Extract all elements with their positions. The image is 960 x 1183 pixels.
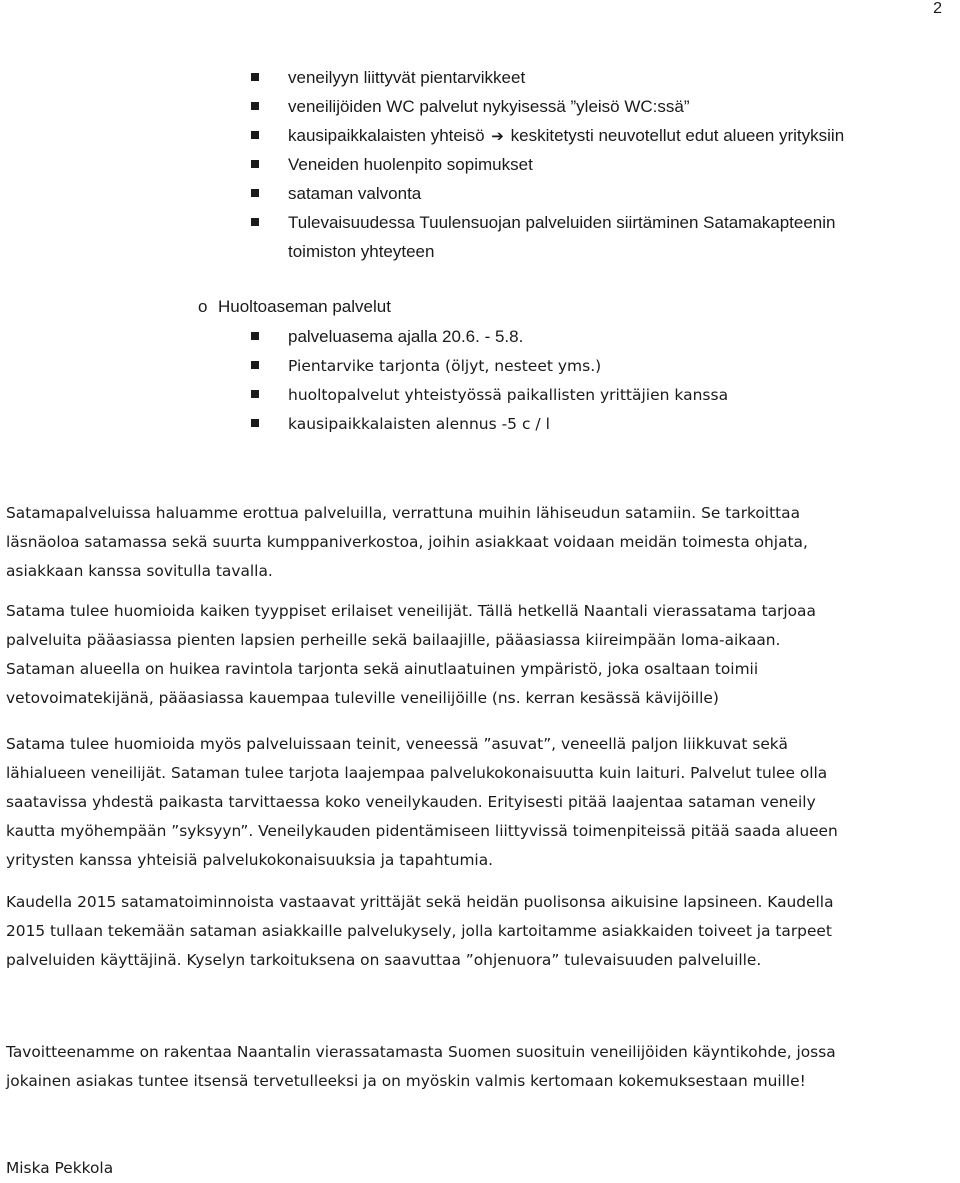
list-item-text: sataman valvonta [288, 184, 422, 203]
paragraph [6, 499, 956, 586]
square-bullet-icon [251, 160, 259, 168]
paragraph-line: Satama tulee huomioida myös palveluissaan teinit, veneessä ”asuvat”, veneellä paljon liikkuvat sekä [6, 735, 788, 753]
paragraph-line: Satamapalveluissa haluamme erottua palveluilla, verrattuna muihin lähiseudun satamiin. Se tarkoittaa [6, 504, 801, 522]
list-item [288, 151, 533, 179]
square-bullet-icon [251, 419, 259, 427]
list-item-text: Pientarvike tarjonta (öljyt, nesteet yms.) [288, 357, 602, 375]
list-item-text: veneilijöiden WC palvelut nykyisessä ”yleisö WC:ssä” [288, 97, 690, 116]
list-item-text: huoltopalvelut yhteistyössä paikallisten yrittäjien kanssa [288, 386, 729, 404]
list-item [288, 64, 525, 92]
paragraph-line: jokainen asiakas tuntee itsensä tervetulleeksi ja on myöskin valmis kertomaan kokemuksestaan muille! [6, 1072, 806, 1090]
list-item-text: kausipaikkalaisten alennus -5 c / l [288, 415, 550, 433]
list-item [288, 209, 836, 237]
paragraph [6, 888, 956, 975]
square-bullet-icon [251, 218, 259, 226]
list-item-text: toimiston yhteyteen [288, 242, 435, 261]
sub-heading [198, 293, 391, 321]
paragraph [6, 1038, 956, 1096]
paragraph-line: Sataman alueella on huikea ravintola tarjonta sekä ainutlaatuinen ympäristö, joka osaltaan toimii [6, 660, 759, 678]
paragraph [6, 730, 956, 875]
paragraph-line: Tavoitteenamme on rakentaa Naantalin vierassatamasta Suomen suosituin veneilijöiden käyntikohde, jossa [6, 1043, 836, 1061]
square-bullet-icon [251, 332, 259, 340]
paragraph-line: kautta myöhempään ”syksyyn”. Veneilykauden pidentämiseen liittyvissä toimenpiteissä pitää saada alueen [6, 822, 838, 840]
list-item-text: palveluasema ajalla 20.6. - 5.8. [288, 327, 524, 346]
list-item-text: Tulevaisuudessa Tuulensuojan palveluiden siirtäminen Satamakapteenin [288, 213, 836, 232]
paragraph-line: läsnäoloa satamassa sekä suurta kumppaniverkostoa, joihin asiakkaat voidaan meidän toimesta ohjata, [6, 533, 808, 551]
list-item [288, 180, 421, 208]
square-bullet-icon [251, 102, 259, 110]
list-item [288, 410, 550, 438]
paragraph [6, 597, 956, 713]
square-bullet-icon [251, 73, 259, 81]
circle-bullet-icon: o [198, 297, 208, 316]
paragraph-line: Kaudella 2015 satamatoiminnoista vastaavat yrittäjät sekä heidän puolisonsa aikuisine lapsineen. Kaudella [6, 893, 834, 911]
list-item [288, 381, 728, 409]
list-item-continuation [288, 238, 434, 266]
paragraph-line: 2015 tullaan tekemään sataman asiakkaille palvelukysely, jolla kartoitamme asiakkaiden toiveet ja tarpeet [6, 922, 832, 940]
list-item [288, 352, 601, 380]
paragraph-line: asiakkaan kanssa sovitulla tavalla. [6, 562, 273, 580]
signature: Miska Pekkola [6, 1159, 114, 1177]
arrow-right-icon: ➔ [491, 127, 504, 145]
page-number: 2 [933, 0, 942, 17]
list-item-text: veneilyyn liittyvät pientarvikkeet [288, 68, 526, 87]
paragraph-line: palveluita pääasiassa pienten lapsien perheille sekä bailaajille, pääasiassa kiireimpään loma-aikaan. [6, 631, 781, 649]
paragraph-line: yritysten kanssa yhteisiä palvelukokonaisuuksia ja tapahtumia. [6, 851, 494, 869]
paragraph-line: saatavissa yhdestä paikasta tarvittaessa koko veneilykauden. Erityisesti pitää laajentaa sataman veneily [6, 793, 816, 811]
paragraph-line: palveluiden käyttäjinä. Kyselyn tarkoituksena on saavuttaa ”ohjenuora” tulevaisuuden palveluille. [6, 951, 762, 969]
square-bullet-icon [251, 390, 259, 398]
list-item-text: keskitetysti neuvotellut edut alueen yrityksiin [510, 126, 845, 145]
square-bullet-icon [251, 361, 259, 369]
list-item [288, 122, 844, 150]
list-item-text: kausipaikkalaisten yhteisö [288, 126, 485, 145]
list-item [288, 93, 690, 121]
paragraph-line: lähialueen veneilijät. Sataman tulee tarjota laajempaa palvelukokonaisuutta kuin laituri. Palvelut tulee olla [6, 764, 828, 782]
sub-heading-text: Huoltoaseman palvelut [218, 297, 391, 316]
paragraph-line: vetovoimatekijänä, pääasiassa kauempaa tuleville veneilijöille (ns. kerran kesässä kävijöille) [6, 689, 719, 707]
list-item [288, 323, 523, 351]
paragraph-line: Satama tulee huomioida kaiken tyyppiset erilaiset veneilijät. Tällä hetkellä Naantali vierassatama tarjoaa [6, 602, 816, 620]
square-bullet-icon [251, 131, 259, 139]
list-item-text: Veneiden huolenpito sopimukset [288, 155, 533, 174]
square-bullet-icon [251, 189, 259, 197]
